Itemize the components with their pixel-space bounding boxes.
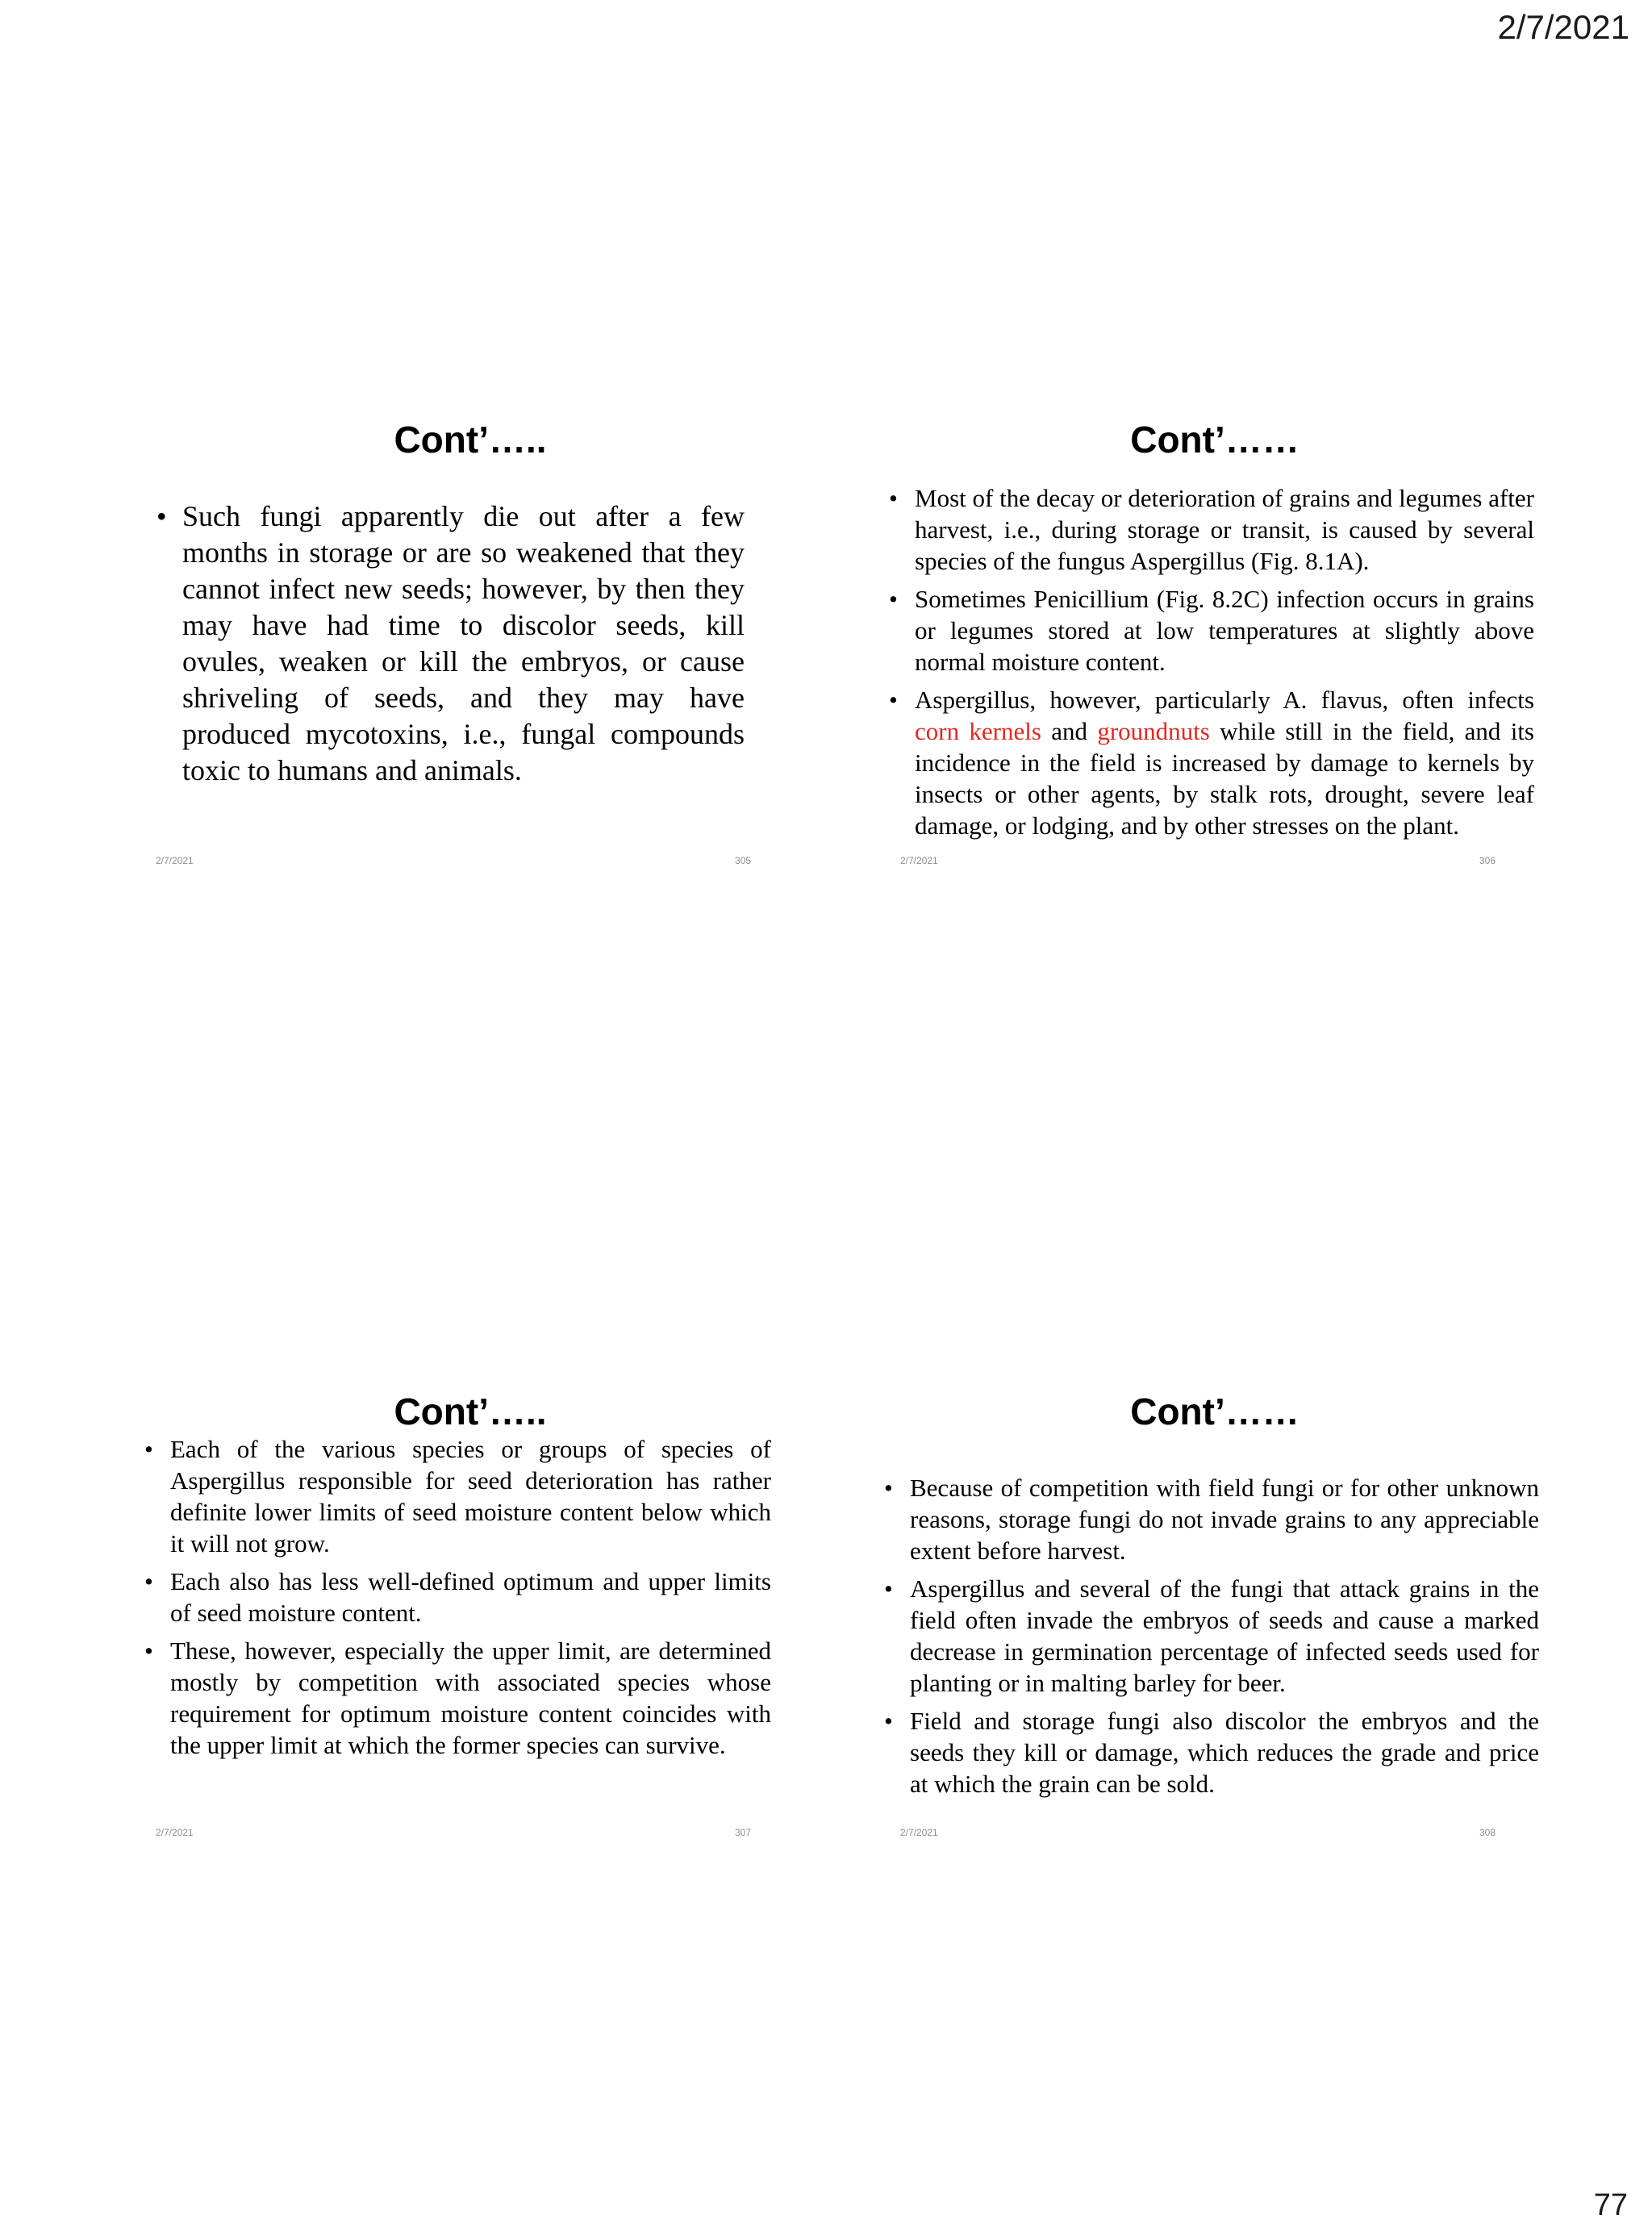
- bullet-item: • Aspergillus and several of the fungi that attack grains in the field often invade the embryos of seeds and cause a marked decrease in germination percentage of infected seeds used for planting or in malting barley for beer.: [884, 1573, 1539, 1699]
- slide-307: [83, 1383, 857, 1838]
- slide-footer-date: 2/7/2021: [900, 855, 938, 866]
- bullet-list: [156, 498, 745, 789]
- highlight-corn-kernels: corn kernels: [915, 717, 1041, 745]
- slide-footer-date: 2/7/2021: [156, 1827, 194, 1838]
- highlight-groundnuts: groundnuts: [1097, 717, 1210, 745]
- bullet-list: [144, 1433, 771, 1761]
- slide-title: Cont’……: [1130, 1391, 1299, 1432]
- slide-number: 305: [735, 855, 752, 866]
- bullet-item: • Because of competition with field fungi or for other unknown reasons, storage fungi do not invade grains to any appreciable extent before harvest.: [884, 1472, 1539, 1566]
- bullet-list: [889, 482, 1534, 841]
- slide-number: 307: [735, 1827, 752, 1838]
- slide-footer-date: 2/7/2021: [900, 1827, 938, 1838]
- bullet-text: Aspergillus, however, particularly A. flavus, often infects: [915, 686, 1534, 714]
- slide-title: Cont’…..: [394, 1391, 547, 1432]
- page-header-date: 2/7/2021: [1497, 8, 1629, 46]
- slide-number: 306: [1479, 855, 1496, 866]
- bullet-list: [884, 1472, 1539, 1799]
- bullet-item: • Each of the various species or groups of species of Aspergillus responsible for seed deterioration has rather definite lower limits of seed moisture content below which it will not grow.: [144, 1433, 771, 1559]
- slide-footer-date: 2/7/2021: [156, 855, 194, 866]
- bullet-text: while still in the field, and its incidence in the field is increased by damage to kernels by insects or other agents, by stalk rots, drought, severe leaf damage, or lodging, and by other stresses on the plant.: [915, 717, 1534, 840]
- slide-number: 308: [1479, 1827, 1496, 1838]
- slide-title: Cont’……: [1130, 419, 1299, 461]
- slide-305: [83, 411, 857, 866]
- page-number: 77: [1593, 2188, 1628, 2222]
- slide-308: [828, 1383, 1602, 1838]
- bullet-item: • Each also has less well-defined optimum and upper limits of seed moisture content.: [144, 1566, 771, 1628]
- bullet-item: • These, however, especially the upper limit, are determined mostly by competition with associated species whose requirement for optimum moisture content coincides with the upper limit at which the former species can survive.: [144, 1635, 771, 1761]
- bullet-text: and: [1041, 717, 1098, 745]
- bullet-item: • Most of the decay or deterioration of grains and legumes after harvest, i.e., during storage or transit, is caused by several species of the fungus Aspergillus (Fig. 8.1A).: [889, 482, 1534, 577]
- bullet-item: • Sometimes Penicillium (Fig. 8.2C) infection occurs in grains or legumes stored at low temperatures at slightly above normal moisture content.: [889, 583, 1534, 678]
- bullet-item: • Field and storage fungi also discolor the embryos and the seeds they kill or damage, which reduces the grade and price at which the grain can be sold.: [884, 1705, 1539, 1799]
- slide-306: [828, 411, 1602, 866]
- bullet-item: • Such fungi apparently die out after a few months in storage or are so weakened that they cannot infect new seeds; however, by then they may have had time to discolor seeds, kill ovules, weaken or kill the embryos, or cause shriveling of seeds, and they may have produced mycotoxins, i.e., fungal compounds toxic to humans and animals.: [156, 498, 745, 789]
- bullet-item: [889, 684, 1534, 841]
- slide-title: Cont’…..: [394, 419, 547, 461]
